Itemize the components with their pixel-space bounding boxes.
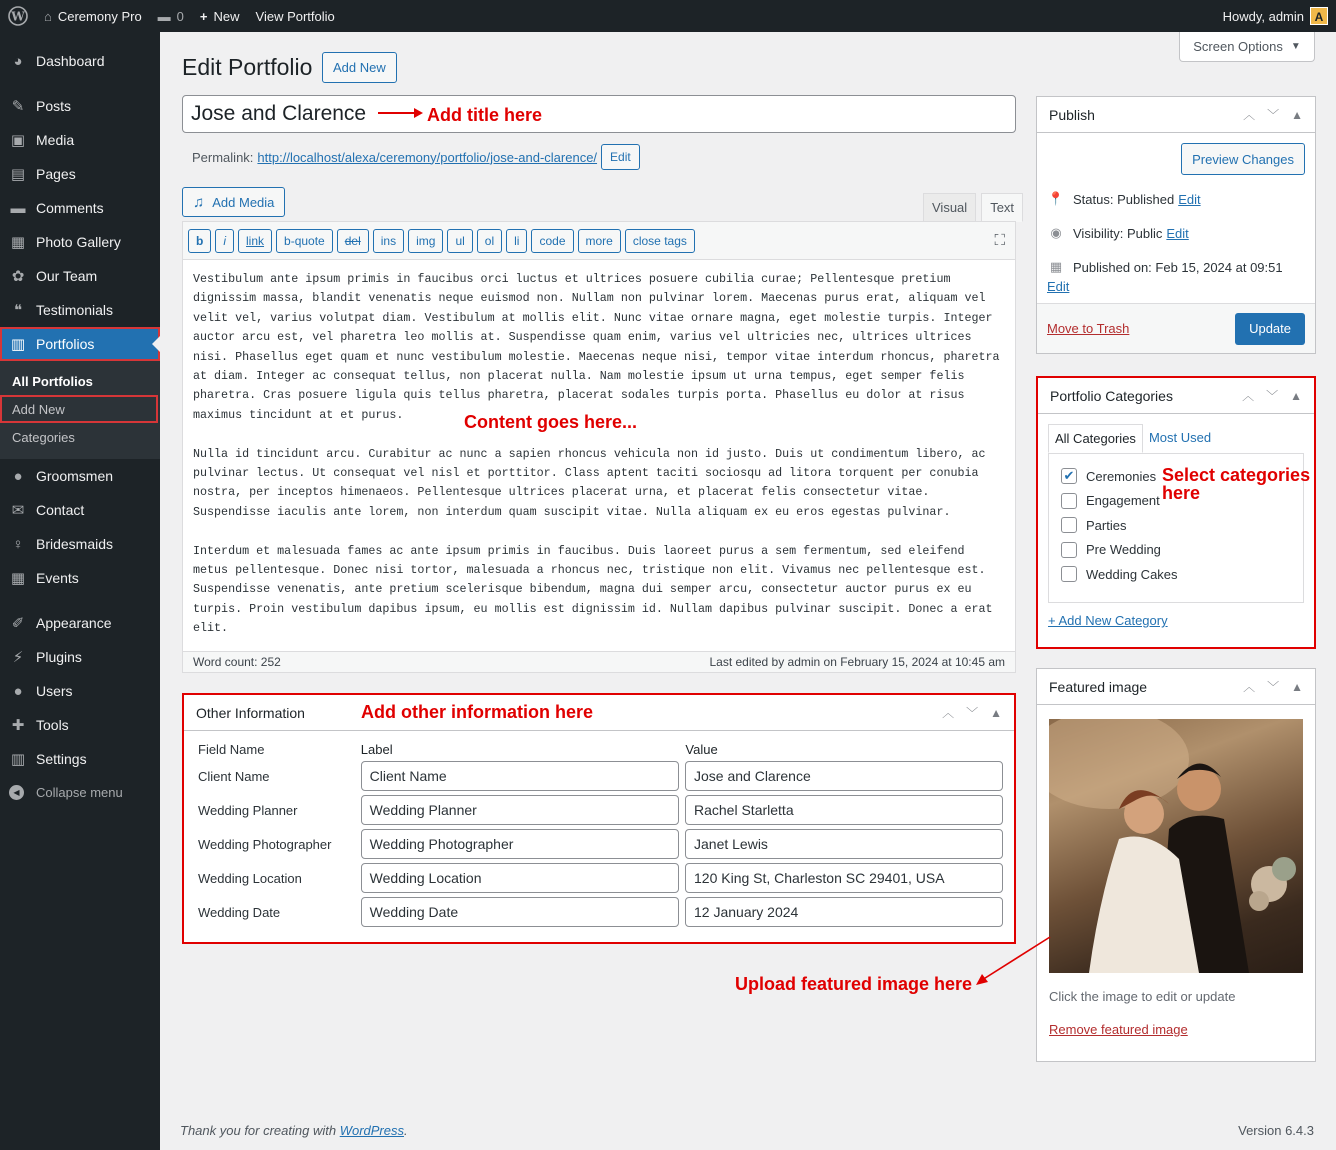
woman-icon: ♀: [12, 535, 24, 553]
annotation-categories-1: Select categories: [1162, 465, 1311, 485]
email-icon: ✉: [11, 502, 25, 519]
featured-image-caption: Click the image to edit or update: [1049, 989, 1236, 1004]
field-name: Client Name: [198, 768, 270, 784]
quicktag-ins-button[interactable]: ins: [373, 229, 404, 253]
sidebar-item-tools[interactable]: ✚ Tools: [0, 708, 160, 742]
sidebar-item-bridesmaids[interactable]: ♀ Bridesmaids: [0, 527, 160, 561]
footer-thanks: Thank you for creating with WordPress.: [180, 1123, 408, 1138]
chevron-up-icon[interactable]: ︿: [1243, 680, 1256, 694]
category-item[interactable]: ✔ Ceremonies: [1061, 464, 1291, 489]
sidebar-item-appearance[interactable]: ✐ Appearance: [0, 606, 160, 640]
field-name: Wedding Date: [198, 904, 281, 920]
quicktag-more-button[interactable]: more: [578, 229, 621, 253]
sidebar-item-media[interactable]: ▣ Media: [10, 132, 75, 149]
my-account[interactable]: Howdy, admin A: [1215, 0, 1336, 32]
tab-visual[interactable]: Visual: [923, 193, 976, 222]
checkbox[interactable]: [1061, 566, 1077, 582]
calendar-icon: ▦: [1049, 259, 1063, 274]
screen-options-button[interactable]: Screen Options ▼: [1179, 32, 1315, 62]
permalink-link[interactable]: http://localhost/alexa/ceremony/portfolio/jose-and-clarence/: [257, 149, 598, 165]
sidebar-item-plugins[interactable]: ⚡ Plugins: [0, 640, 160, 674]
tab-all-categories[interactable]: All Categories: [1048, 424, 1143, 453]
table-row: [198, 861, 1000, 895]
portfolios-submenu: [0, 361, 160, 459]
quicktag-b-quote-button[interactable]: b-quote: [276, 229, 333, 253]
caret-down-icon: ▼: [1290, 41, 1301, 52]
submenu-item-categories[interactable]: Categories: [12, 429, 75, 445]
triangle-up-icon[interactable]: ▲: [990, 705, 1002, 720]
featured-image-header: Featured image ︿ ﹀ ▲: [1037, 669, 1315, 705]
admin-bar: [0, 0, 1336, 32]
field-name: Wedding Location: [198, 870, 302, 886]
sidebar-item-comments[interactable]: ▬ Comments: [10, 199, 104, 217]
quicktag-link-button[interactable]: link: [238, 229, 272, 253]
field-name: Wedding Planner: [198, 802, 298, 818]
comment-icon: ▬: [10, 199, 26, 217]
chevron-up-icon[interactable]: ︿: [942, 706, 955, 720]
quicktag-ol-button[interactable]: ol: [477, 229, 502, 253]
wordpress-logo-icon[interactable]: [0, 0, 36, 32]
sidebar-item-events[interactable]: ▦ Events: [10, 570, 79, 587]
gallery-icon: ▦: [10, 234, 26, 251]
triangle-up-icon[interactable]: ▲: [1291, 679, 1303, 694]
checkbox[interactable]: ✔: [1061, 468, 1077, 484]
users-icon: ●: [13, 682, 23, 700]
annotation-featured: Upload featured image here: [735, 974, 973, 994]
category-item[interactable]: Pre Wedding: [1061, 538, 1291, 563]
editor-paragraph: Nulla id tincidunt arcu. Curabitur ac nunc a sapien rhoncus vehicula non id justo. Duis ut condimentum libero, ac pulvinar lectus. Ut consequat vel nisl et porttitor. Class aptent taciti sociosqu ad litora torquent per conubia nostra, per inceptos himenaeos. Pellentesque ultrices placerat urna, et placerat felis consectetur vitae. Suspendisse iaculis ante lorem, non interdum quam suscipit vitae. Nulla aliquam ex eu eros egestas pulvinar.: [193, 446, 986, 519]
quicktag-code-button[interactable]: code: [531, 229, 573, 253]
featured-image-thumbnail[interactable]: [1049, 719, 1303, 973]
other-information-box: [182, 693, 1016, 944]
sidebar-item-our-team[interactable]: ✿ Our Team: [0, 259, 160, 293]
sidebar-item-testimonials[interactable]: ❝ Testimonials: [0, 293, 160, 327]
home-icon: ⌂: [44, 8, 52, 24]
sidebar-item-dashboard[interactable]: ◕ Dashboard: [0, 44, 160, 78]
preview-changes-button[interactable]: Preview Changes: [1181, 143, 1305, 175]
editor-paragraph: Vestibulum ante ipsum primis in faucibus orci luctus et ultrices posuere cubilia curae; Pellentesque pretium dignissim massa, blandit venenatis neque euismod non. Nullam non pulvinar lorem. Maecenas purus erat, aliquam vel velit vel, varius volutpat diam. Vestibulum at mollis elit. Nunc vitae ornare magna, eget molestie turpis. Integer auctor arcu est, vel pharetra leo mollis at. Suspendisse quam enim, varius vel ultricies nec, ultrices ultrices nisi. Phasellus eget quam et nunc vestibulum molestie. Maecenas neque nisi, tempor vitae interdum rhoncus, pharetra at diam. Integer ac consequat tellus, non placerat nulla. Nam molestie ipsum ut urna tempus, eget semper felis pharetra. Cras posuere ligula quis tellus pharetra, placerat sodales turpis porta. Phasellus eu dolor at risus maximus tincidunt at et purus.: [193, 272, 1000, 422]
wordpress-link[interactable]: WordPress: [339, 1123, 404, 1138]
sidebar-item-users[interactable]: ● Users: [0, 674, 160, 708]
visibility-row: ◉ Visibility: Public Edit: [1047, 225, 1189, 241]
value-input[interactable]: 12 January 2024: [685, 897, 1003, 927]
portfolio-icon: ▥: [10, 336, 26, 353]
annotation-content: Content goes here...: [464, 412, 638, 432]
add-new-button[interactable]: Add New: [322, 52, 397, 83]
calendar-icon: ▦: [10, 570, 26, 587]
annotation-arrow-featured: [972, 935, 1052, 987]
main-content: [160, 32, 1336, 1150]
annotation-arrow-title: [378, 107, 424, 119]
page-title: Edit Portfolio: [182, 54, 313, 80]
quicktags-toolbar: [183, 222, 1015, 260]
annotation-other: Add other information here: [361, 702, 594, 722]
published-on-row: ▦ Published on: Feb 15, 2024 at 09:51: [1047, 259, 1283, 275]
quicktag-del-button[interactable]: del: [337, 229, 369, 253]
table-header: Field Name Label Value: [198, 741, 718, 757]
pin-icon: 📍: [1047, 191, 1065, 206]
svg-text:W: W: [11, 9, 25, 24]
comments-link[interactable]: ▬ 0: [157, 8, 184, 24]
new-content-link[interactable]: + New: [199, 8, 240, 24]
chevron-down-icon[interactable]: ﹀: [1266, 389, 1279, 403]
quote-icon: ❝: [13, 302, 23, 319]
text-editor: [182, 221, 1016, 671]
wrench-icon: ✚: [11, 717, 25, 734]
permalink-row: Permalink: http://localhost/alexa/ceremony/portfolio/jose-and-clarence/ Edit: [192, 144, 640, 170]
value-input[interactable]: 120 King St, Charleston SC 29401, USA: [685, 863, 1003, 893]
sidebar-item-photo-gallery[interactable]: ▦ Photo Gallery: [10, 234, 121, 251]
editor-status-bar: [182, 651, 1016, 673]
fullscreen-icon[interactable]: ⛶: [994, 232, 1005, 249]
chevron-down-icon[interactable]: ﹀: [1267, 108, 1280, 122]
sidebar-item-collapse-menu[interactable]: ◀ Collapse menu: [0, 776, 160, 808]
eye-icon: ◉: [1050, 225, 1062, 240]
quicktag-li-button[interactable]: li: [506, 229, 527, 253]
category-item[interactable]: Parties: [1061, 513, 1291, 538]
published-on-edit-link[interactable]: Edit: [1047, 279, 1070, 294]
sidebar-item-contact[interactable]: ✉ Contact: [0, 493, 160, 527]
triangle-up-icon[interactable]: ▲: [1291, 107, 1303, 122]
update-button[interactable]: Update: [1235, 313, 1305, 345]
visibility-edit-link[interactable]: Edit: [1166, 225, 1189, 241]
view-portfolio-link[interactable]: View Portfolio: [255, 8, 335, 24]
table-row: [198, 793, 1000, 827]
move-to-trash-link[interactable]: Move to Trash: [1047, 321, 1130, 336]
last-edited: Last edited by admin on February 15, 2024 at 10:45 am: [709, 655, 1005, 669]
avatar: A: [1310, 7, 1328, 25]
add-media-button[interactable]: ♫ Add Media: [182, 187, 285, 217]
label-input[interactable]: Wedding Location: [361, 863, 679, 893]
annotation-title: Add title here: [427, 105, 543, 125]
status-edit-link[interactable]: Edit: [1178, 191, 1201, 207]
value-input[interactable]: Jose and Clarence: [685, 761, 1003, 791]
portfolio-categories-box: [1036, 376, 1316, 649]
publish-actions: [1037, 303, 1315, 353]
other-information-header: Other Information Add other information here ︿ ﹀ ▲: [184, 695, 1014, 731]
sidebar-item-portfolios[interactable]: ▥ Portfolios: [0, 327, 160, 361]
dashboard-icon: ◕: [13, 52, 23, 70]
word-count: Word count: 252: [193, 655, 281, 669]
page-icon: ▤: [10, 166, 26, 183]
settings-icon: ▥: [10, 751, 26, 768]
field-name: Wedding Photographer: [198, 836, 332, 852]
sidebar-item-posts[interactable]: ✎ Posts: [0, 89, 160, 123]
table-row: [198, 827, 1000, 861]
editor-tabs: [918, 193, 1023, 222]
triangle-up-icon[interactable]: ▲: [1290, 388, 1302, 403]
add-new-category-link[interactable]: + Add New Category: [1048, 613, 1168, 628]
table-row: [198, 895, 1000, 929]
categories-header: Portfolio Categories ︿ ﹀ ▲: [1038, 378, 1314, 414]
featured-image-box: [1036, 668, 1316, 1062]
person-icon: ●: [13, 467, 23, 485]
editor-textarea[interactable]: [183, 260, 1015, 668]
plugin-icon: ⚡: [12, 649, 24, 666]
value-input[interactable]: Rachel Starletta: [685, 795, 1003, 825]
plus-icon: +: [199, 8, 208, 24]
annotation-categories-2: here: [1162, 483, 1201, 503]
label-input[interactable]: Wedding Photographer: [361, 829, 679, 859]
editor-paragraph: Interdum et malesuada fames ac ante ipsum primis in faucibus. Duis laoreet purus a sem fermentum, sed eleifend metus pellentesque. Donec nisi tortor, malesuada a rhoncus nec, tristique non elit. Vivamus nec pellentesque est. Suspendisse venenatis, ante pretium scelerisque bibendum, magna dui semper arcu, consectetur auctor purus ex eu turpis. Proin vestibulum dapibus ipsum, eu mollis est dignissim id. Nullam dapibus pulvinar suscipit. Donec a erat elit.: [193, 543, 993, 636]
checkbox[interactable]: [1061, 493, 1077, 509]
groups-icon: ✿: [11, 268, 25, 285]
collapse-icon: ◀: [9, 785, 24, 800]
label-input[interactable]: Wedding Date: [361, 897, 679, 927]
category-item[interactable]: Engagement: [1061, 489, 1291, 514]
sidebar-item-pages[interactable]: ▤ Pages: [10, 166, 76, 183]
publish-box: [1036, 96, 1316, 354]
label-input[interactable]: Wedding Planner: [361, 795, 679, 825]
label-input[interactable]: Client Name: [361, 761, 679, 791]
table-row: [198, 759, 1000, 793]
publish-header: Publish ︿ ﹀ ▲: [1037, 97, 1315, 133]
comment-icon: ▬: [157, 8, 171, 24]
admin-sidebar: [0, 32, 160, 1150]
sidebar-item-groomsmen[interactable]: ● Groomsmen: [0, 459, 160, 493]
other-information-table: [184, 731, 1014, 929]
remove-featured-image-link[interactable]: Remove featured image: [1049, 1022, 1188, 1037]
sidebar-item-settings[interactable]: ▥ Settings: [10, 751, 87, 768]
status-row: 📍 Status: Published Edit: [1047, 191, 1201, 207]
chevron-up-icon[interactable]: ︿: [1243, 108, 1256, 122]
checkbox[interactable]: [1061, 542, 1077, 558]
chevron-down-icon[interactable]: ﹀: [1267, 680, 1280, 694]
brush-icon: ✐: [11, 615, 25, 632]
pin-icon: ✎: [11, 98, 25, 115]
tab-text[interactable]: Text: [981, 193, 1023, 222]
quicktag-img-button[interactable]: img: [408, 229, 443, 253]
quicktag-ul-button[interactable]: ul: [447, 229, 472, 253]
tab-most-used[interactable]: Most Used: [1148, 430, 1212, 445]
title-input[interactable]: Jose and Clarence: [182, 95, 1016, 133]
media-icon: ♫: [193, 193, 205, 211]
category-item[interactable]: Wedding Cakes: [1061, 562, 1291, 587]
submenu-item-add-new[interactable]: Add New: [0, 395, 158, 423]
quicktag-i-button[interactable]: i: [215, 229, 234, 253]
quicktag-b-button[interactable]: b: [188, 229, 211, 253]
chevron-up-icon[interactable]: ︿: [1242, 389, 1255, 403]
submenu-item-all-portfolios[interactable]: All Portfolios: [12, 373, 93, 389]
media-icon: ▣: [10, 132, 26, 149]
site-name-link[interactable]: ⌂ Ceremony Pro: [44, 8, 142, 24]
chevron-down-icon[interactable]: ﹀: [966, 706, 979, 720]
footer-version: Version 6.4.3: [1238, 1123, 1314, 1138]
quicktag-close-tags-button[interactable]: close tags: [625, 229, 695, 253]
permalink-edit-button[interactable]: Edit: [601, 144, 640, 170]
value-input[interactable]: Janet Lewis: [685, 829, 1003, 859]
checkbox[interactable]: [1061, 517, 1077, 533]
